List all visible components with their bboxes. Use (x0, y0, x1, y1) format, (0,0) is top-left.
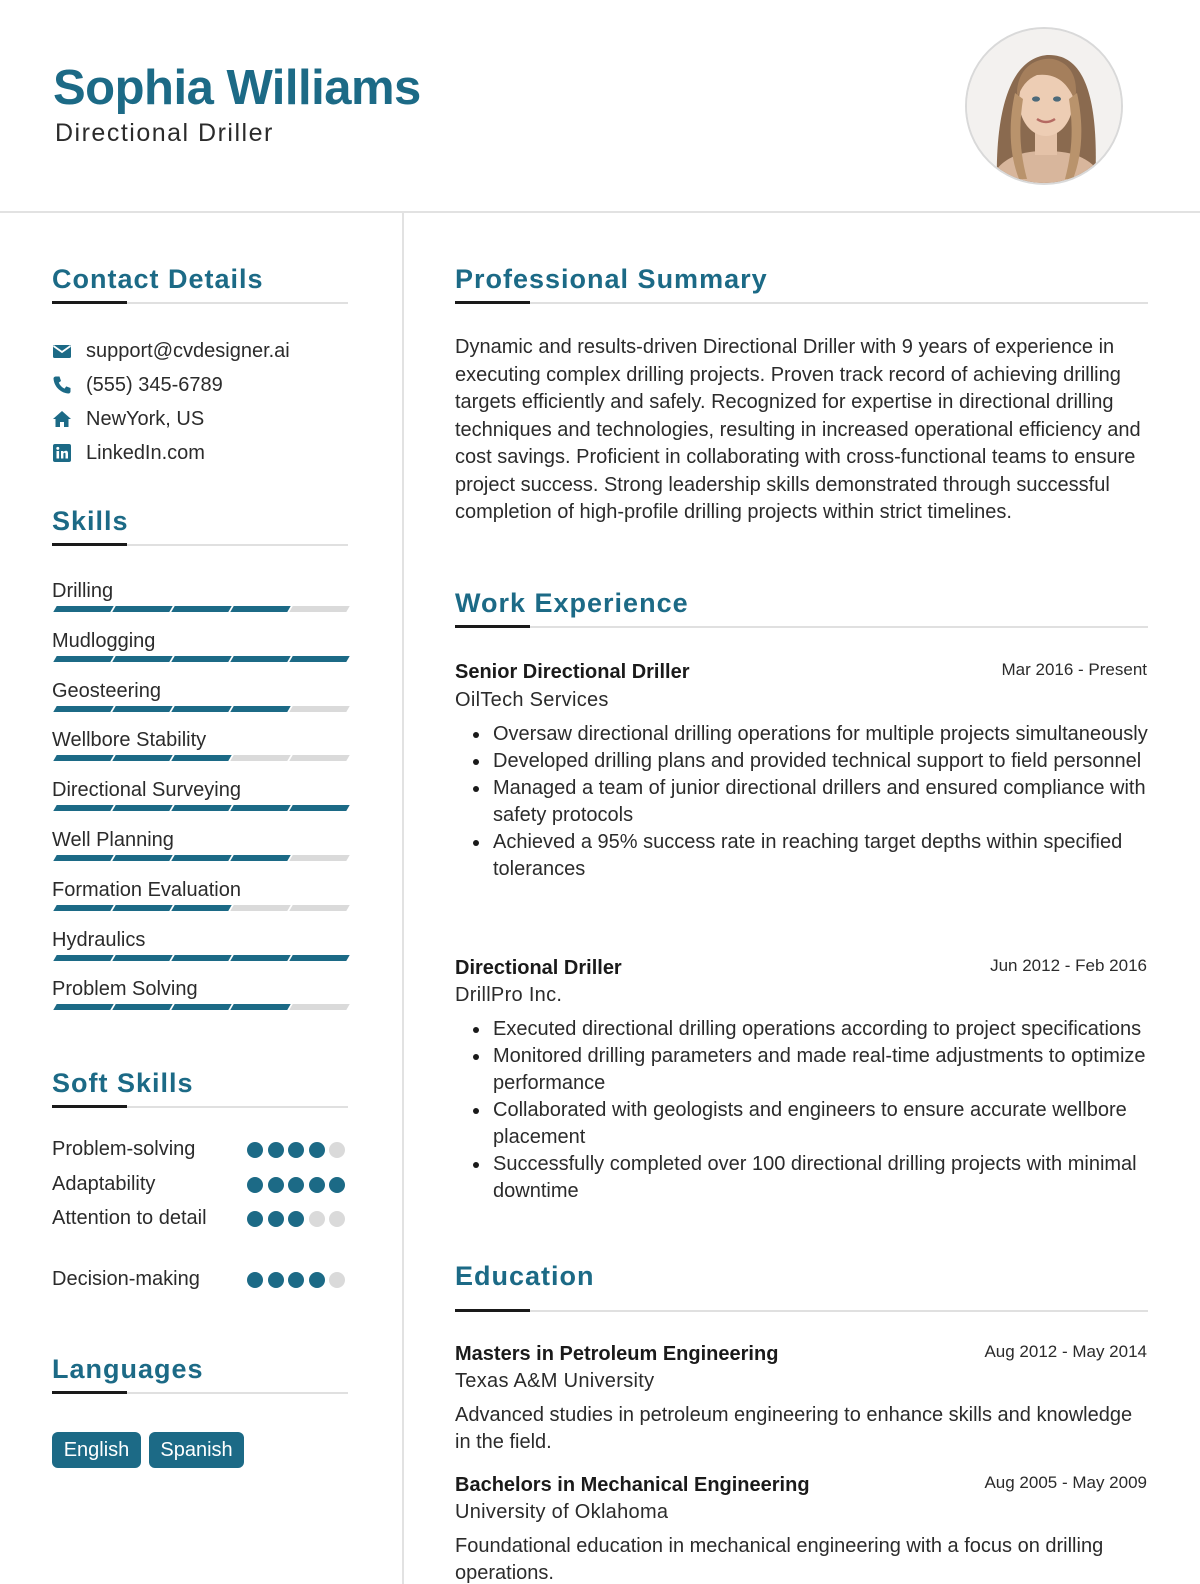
skill-level-bar (52, 955, 348, 961)
languages-section-rule (52, 1392, 348, 1394)
education-section-rule (455, 1310, 1148, 1312)
rating-dot (288, 1142, 304, 1158)
profile-photo-icon (967, 29, 1123, 185)
skill-level-segment (112, 955, 172, 961)
skill-level-segment (53, 805, 113, 811)
skill-level-segment (53, 955, 113, 961)
list-item: Achieved a 95% success rate in reaching target depths within specified tolerances (493, 829, 1153, 883)
skill-level-segment (112, 1004, 172, 1010)
skill-level-segment (230, 706, 290, 712)
skill-level-bar (52, 755, 348, 761)
skill-level-segment (112, 855, 172, 861)
linkedin-icon (52, 443, 72, 463)
candidate-title: Directional Driller (55, 119, 274, 147)
job-bullets (493, 721, 1153, 883)
skill-level-segment (289, 955, 349, 961)
experience-section-title: Work Experience (455, 588, 689, 618)
experience-section-rule (455, 626, 1148, 628)
rating-dot (247, 1272, 263, 1288)
list-item: Collaborated with geologists and engineers to ensure accurate wellbore placement (493, 1097, 1153, 1151)
education-degree: Masters in Petroleum Engineering (455, 1343, 779, 1365)
skill-level-segment (112, 805, 172, 811)
home-icon (52, 409, 72, 429)
skill-level-bar (52, 855, 348, 861)
rating-dot (329, 1177, 345, 1193)
skill-level-segment (289, 805, 349, 811)
skill-level-segment (171, 805, 231, 811)
skill-level-segment (230, 755, 290, 761)
skill-level-segment (230, 656, 290, 662)
contact-section-title: Contact Details (52, 264, 264, 294)
job-date: Jun 2012 - Feb 2016 (990, 956, 1147, 975)
skill-level-segment (230, 606, 290, 612)
skill-level-bar (52, 706, 348, 712)
skill-level-segment (289, 1004, 349, 1010)
skill-label: Drilling (52, 580, 114, 602)
contact-location-text: NewYork, US (86, 407, 205, 430)
skill-level-segment (171, 656, 231, 662)
skill-label: Directional Surveying (52, 779, 241, 802)
skill-level-segment (53, 656, 113, 662)
candidate-name: Sophia Williams (53, 61, 421, 115)
skill-level-segment (112, 905, 172, 911)
skill-level-segment (230, 955, 290, 961)
education-school: Texas A&M University (455, 1370, 655, 1392)
job-date: Mar 2016 - Present (1001, 660, 1147, 679)
skill-level-segment (53, 855, 113, 861)
rating-dot (309, 1142, 325, 1158)
rating-dot (288, 1272, 304, 1288)
soft-skills-section-rule (52, 1106, 348, 1108)
contact-linkedin-text: LinkedIn.com (86, 441, 205, 464)
skill-level-bar (52, 805, 348, 811)
rating-dot (288, 1177, 304, 1193)
list-item: Executed directional drilling operations according to project specifications (493, 1016, 1153, 1043)
resume-header (0, 0, 1200, 213)
profile-photo (965, 27, 1123, 185)
job-role: Directional Driller (455, 957, 622, 979)
soft-skill-label: Attention to detail (52, 1207, 207, 1229)
skill-level-segment (230, 905, 290, 911)
skill-level-segment (289, 755, 349, 761)
rating-dot (309, 1272, 325, 1288)
rating-dot (247, 1177, 263, 1193)
skill-level-segment (171, 706, 231, 712)
skill-level-segment (230, 855, 290, 861)
skill-level-segment (112, 755, 172, 761)
skill-level-segment (289, 706, 349, 712)
list-item: Successfully completed over 100 directional drilling projects with minimal downtime (493, 1151, 1153, 1205)
skill-level-segment (171, 606, 231, 612)
education-school: University of Oklahoma (455, 1501, 669, 1523)
education-degree: Bachelors in Mechanical Engineering (455, 1474, 810, 1496)
skill-level-segment (289, 656, 349, 662)
rating-dot (329, 1272, 345, 1288)
skill-level-segment (171, 1004, 231, 1010)
phone-icon (52, 375, 72, 395)
skills-section-title: Skills (52, 506, 129, 536)
rating-dot (268, 1142, 284, 1158)
skill-level-segment (53, 1004, 113, 1010)
skill-level-segment (171, 905, 231, 911)
rating-dot (268, 1211, 284, 1227)
skill-level-bar (52, 905, 348, 911)
contact-email-text: support@cvdesigner.ai (86, 339, 290, 362)
languages-section-title: Languages (52, 1354, 204, 1384)
skill-label: Wellbore Stability (52, 729, 207, 752)
language-badge: Spanish (149, 1432, 244, 1468)
rating-dot (268, 1272, 284, 1288)
contact-phone[interactable] (52, 372, 223, 398)
skills-section-rule (52, 544, 348, 546)
education-section-title: Education (455, 1261, 595, 1291)
skill-level-segment (230, 1004, 290, 1010)
soft-skill-label: Adaptability (52, 1173, 156, 1195)
education-description: Advanced studies in petroleum engineering to enhance skills and knowledge in the field. (455, 1404, 1133, 1453)
soft-skill-label: Decision-making (52, 1268, 200, 1290)
skill-label: Well Planning (52, 829, 174, 851)
skill-label: Formation Evaluation (52, 878, 241, 901)
summary-section-rule (455, 302, 1148, 304)
rating-dot (288, 1211, 304, 1227)
rating-dot (329, 1211, 345, 1227)
rating-dot (247, 1142, 263, 1158)
rating-dot (268, 1177, 284, 1193)
soft-skills-section-title: Soft Skills (52, 1068, 194, 1098)
education-description: Foundational education in mechanical engineering with a focus on drilling operations. (455, 1535, 1104, 1584)
job-role: Senior Directional Driller (455, 661, 690, 683)
list-item: Managed a team of junior directional drillers and ensured compliance with safety protocols (493, 775, 1153, 829)
list-item: Oversaw directional drilling operations for multiple projects simultaneously (493, 721, 1153, 748)
skill-level-segment (112, 606, 172, 612)
job-bullets (493, 1016, 1153, 1205)
skill-level-segment (53, 706, 113, 712)
skill-label: Geosteering (52, 679, 161, 702)
contact-linkedin[interactable] (52, 440, 205, 466)
skill-level-segment (112, 706, 172, 712)
contact-email[interactable] (52, 338, 290, 364)
job-company: DrillPro Inc. (455, 984, 563, 1006)
skill-level-segment (171, 955, 231, 961)
skill-level-bar (52, 606, 348, 612)
skill-level-segment (53, 755, 113, 761)
skill-level-segment (289, 855, 349, 861)
rating-dot (329, 1142, 345, 1158)
list-item: Monitored drilling parameters and made real-time adjustments to optimize performance (493, 1043, 1153, 1097)
skill-level-segment (53, 606, 113, 612)
skill-level-segment (112, 656, 172, 662)
skill-level-segment (230, 805, 290, 811)
education-date: Aug 2012 - May 2014 (984, 1342, 1147, 1361)
skill-level-segment (289, 606, 349, 612)
skill-level-segment (53, 905, 113, 911)
skill-level-bar (52, 656, 348, 662)
skill-label: Mudlogging (52, 629, 156, 652)
skill-level-segment (171, 755, 231, 761)
education-date: Aug 2005 - May 2009 (984, 1473, 1147, 1492)
rating-dot (309, 1177, 325, 1193)
summary-text: Dynamic and results-driven Directional Driller with 9 years of experience in executing complex drilling projects. Proven track record of achieving drilling targets efficiently and safely. Recognized for expertise in directional drilling techniques and technologies, resulting in increased operational efficiency and cost savings. Proficient in collaborating with cross-functional teams to ensure project success. Strong leadership skills demonstrated through successful completion of high-profile drilling projects within strict timelines. (455, 336, 1141, 523)
skill-label: Hydraulics (52, 928, 146, 951)
column-divider (402, 213, 404, 1584)
skill-level-segment (171, 855, 231, 861)
contact-section-rule (52, 302, 348, 304)
rating-dot (309, 1211, 325, 1227)
envelope-icon (52, 341, 72, 361)
contact-phone-text: (555) 345-6789 (86, 373, 223, 396)
list-item: Developed drilling plans and provided technical support to field personnel (493, 748, 1153, 775)
language-badge: English (52, 1432, 141, 1468)
summary-section-title: Professional Summary (455, 264, 768, 294)
skill-level-bar (52, 1004, 348, 1010)
job-company: OilTech Services (455, 689, 609, 711)
soft-skill-label: Problem-solving (52, 1138, 196, 1160)
rating-dot (247, 1211, 263, 1227)
skill-level-segment (289, 905, 349, 911)
contact-location (52, 406, 204, 432)
skill-label: Problem Solving (52, 978, 198, 1001)
